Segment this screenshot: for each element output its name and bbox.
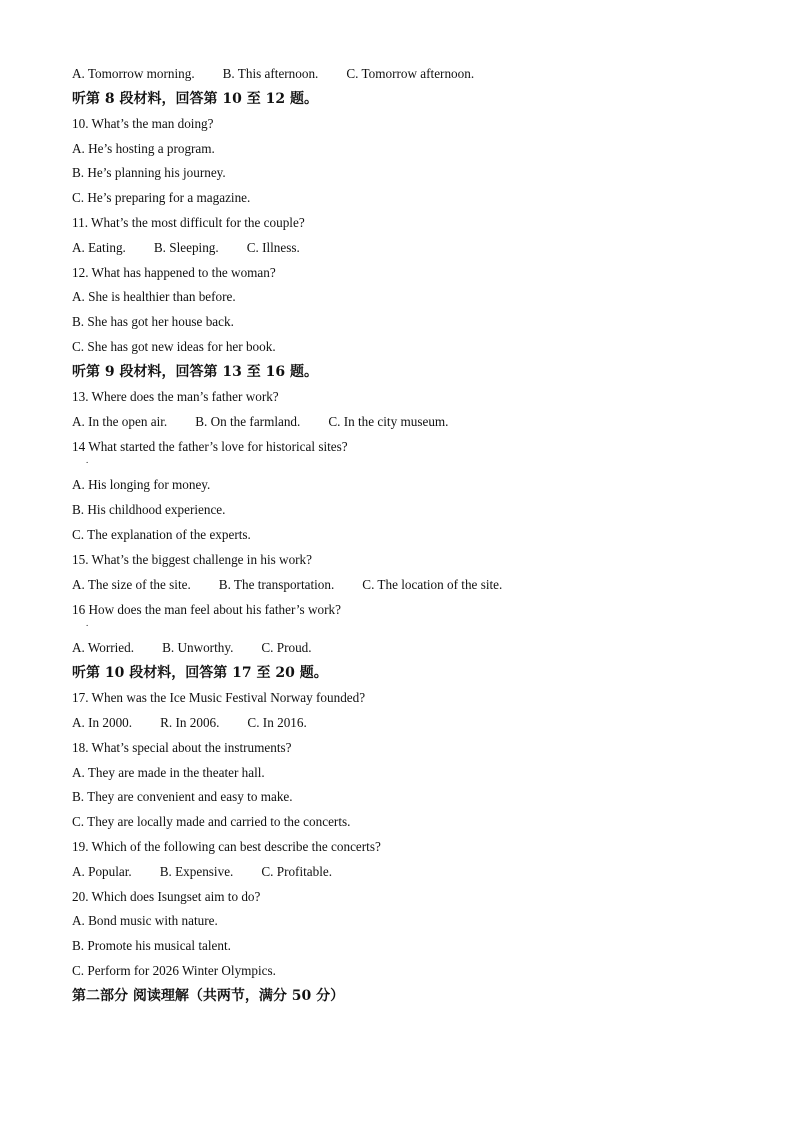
option-a: A. Popular. — [72, 863, 132, 879]
question-16 — [72, 597, 752, 636]
question-13: 13. Where does the man’s father work? — [72, 388, 279, 404]
option-line: A. She is healthier than before. — [72, 289, 236, 305]
option-line: A. He’s hosting a program. — [72, 140, 215, 156]
option-c: C. Illness. — [246, 239, 300, 255]
options-row — [72, 573, 752, 598]
option-c: C. Proud. — [261, 640, 312, 656]
number-dot: . — [86, 618, 89, 629]
option-c: C. Tomorrow afternoon. — [346, 66, 475, 81]
option-line: C. Perform for 2026 Winter Olympics. — [72, 962, 276, 978]
question-19: 19. Which of the following can best describe the concerts? — [72, 838, 381, 854]
option-c: C. Profitable. — [261, 863, 333, 879]
question-17: 17. When was the Ice Music Festival Norway founded? — [72, 690, 366, 706]
options-row — [72, 711, 752, 736]
option-a: A. In 2000. — [72, 714, 133, 730]
document-page — [72, 62, 752, 1009]
question-10: 10. What’s the man doing? — [72, 115, 214, 131]
question-20: 20. Which does Isungset aim to do? — [72, 888, 261, 904]
option-c: C. In the city museum. — [328, 413, 449, 429]
option-b: B. Expensive. — [159, 863, 234, 879]
option-b: B. Unworthy. — [162, 640, 234, 656]
options-row — [72, 410, 752, 435]
question-11: 11. What’s the most difficult for the couple? — [72, 214, 305, 230]
question-12: 12. What has happened to the woman? — [72, 264, 276, 280]
option-a: A. In the open air. — [72, 413, 168, 429]
option-line: B. They are convenient and easy to make. — [72, 789, 293, 805]
option-line: B. He’s planning his journey. — [72, 165, 226, 181]
option-b: R. In 2006. — [160, 714, 220, 730]
option-b: B. Sleeping. — [153, 239, 219, 255]
section-heading: 听第 9 段材料，回答第 13 至 16 题。 — [72, 363, 318, 380]
option-line: C. She has got new ideas for her book. — [72, 338, 276, 354]
option-c: C. The location of the site. — [362, 576, 503, 592]
option-line: A. They are made in the theater hall. — [72, 764, 265, 780]
option-line: B. Promote his musical talent. — [72, 938, 231, 954]
question-15: 15. What’s the biggest challenge in his work? — [72, 551, 313, 567]
option-line: C. They are locally made and carried to the concerts. — [72, 814, 351, 830]
option-b: B. The transportation. — [218, 576, 335, 592]
option-line: B. She has got her house back. — [72, 314, 234, 330]
question-14 — [72, 434, 752, 473]
question-text: 16 How does the man feel about his father’s work? — [72, 602, 341, 618]
section-heading: 听第 10 段材料，回答第 17 至 20 题。 — [72, 665, 328, 682]
option-a: A. The size of the site. — [72, 576, 191, 592]
option-line: A. Bond music with nature. — [72, 913, 218, 929]
option-line: C. He’s preparing for a magazine. — [72, 190, 251, 206]
number-dot: . — [86, 455, 89, 466]
option-line: A. His longing for money. — [72, 477, 211, 493]
option-b: B. On the farmland. — [195, 413, 301, 429]
option-b: B. This afternoon. — [222, 66, 319, 81]
option-c: C. In 2016. — [247, 714, 307, 730]
section-heading: 听第 8 段材料，回答第 10 至 12 题。 — [72, 90, 318, 107]
option-a: A. Eating. — [72, 239, 126, 255]
part-heading: 第二部分 阅读理解（共两节，满分 50 分） — [72, 987, 345, 1004]
question-18: 18. What’s special about the instruments? — [72, 739, 292, 755]
option-line: C. The explanation of the experts. — [72, 526, 251, 542]
options-row — [72, 860, 752, 885]
option-line: B. His childhood experience. — [72, 502, 226, 518]
question-text: 14 What started the father’s love for historical sites? — [72, 439, 348, 455]
options-row — [72, 636, 752, 661]
options-row — [72, 62, 752, 87]
option-a: A. Tomorrow morning. — [72, 66, 195, 81]
option-a: A. Worried. — [72, 640, 135, 656]
options-row — [72, 236, 752, 261]
